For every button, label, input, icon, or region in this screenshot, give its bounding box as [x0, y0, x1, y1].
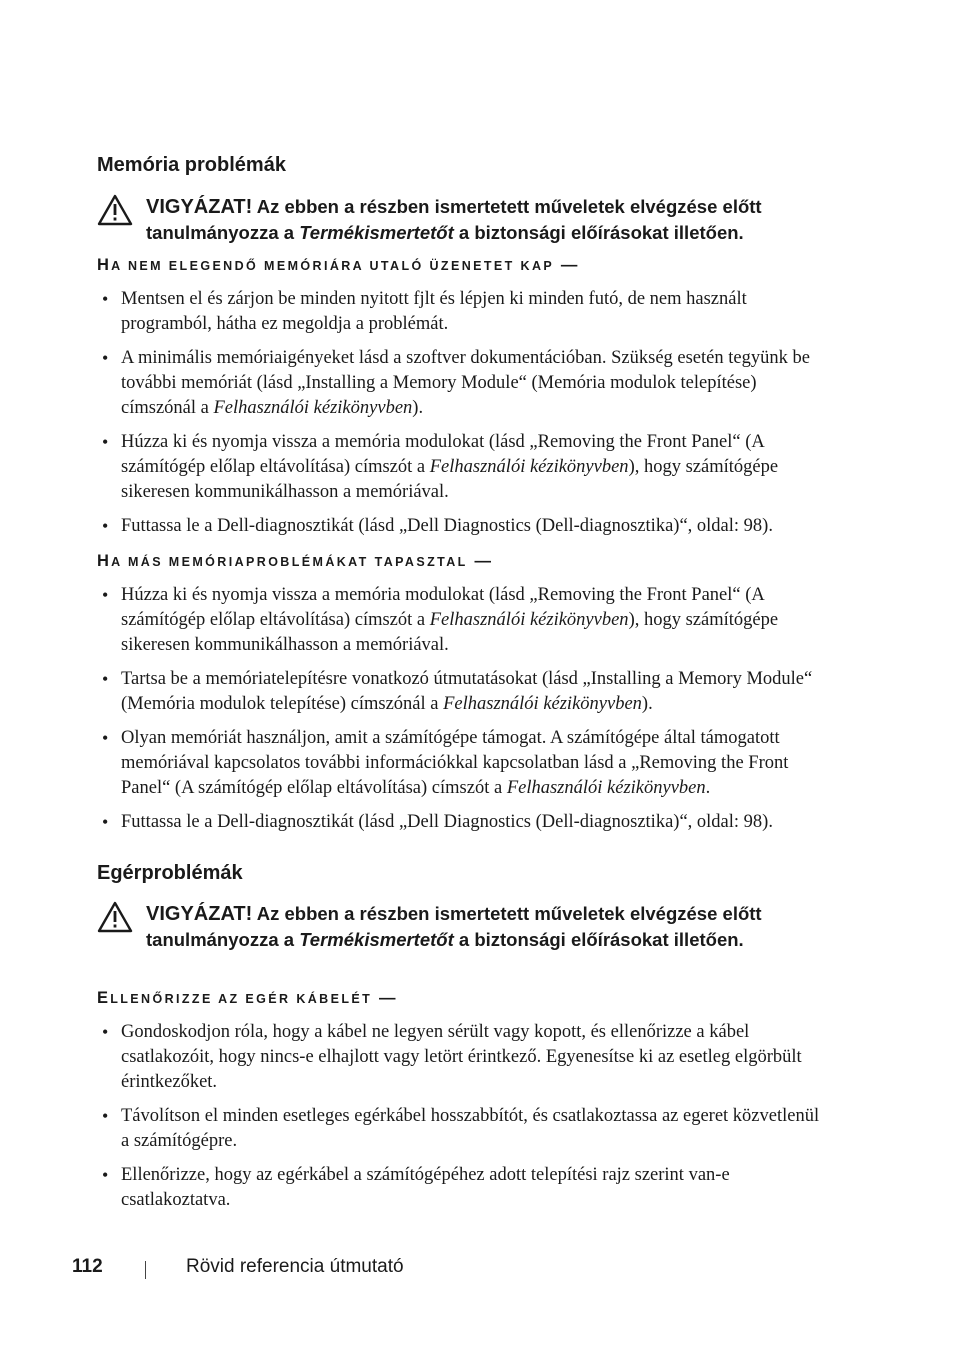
bullet-list-other-memory-problems: [97, 583, 827, 844]
caution-text-end: a biztonsági előírásokat illetően.: [453, 222, 744, 243]
list-item: • Gondoskodjon róla, hogy a kábel ne legyen sérült vagy kopott, és ellenőrizze a kábel csatlakozóit, hogy nincs-e elhajlott vagy letört érintkező. Egyenesítse ki az esetleg elgörbült érintkezőket.: [97, 1020, 827, 1095]
caution-label: VIGYÁZAT!: [146, 196, 253, 218]
caution-label: VIGYÁZAT!: [146, 903, 253, 925]
caution-memory: [97, 194, 827, 245]
list-item: • Mentsen el és zárjon be minden nyitott fjlt és lépjen ki minden futó, de nem használt programból, hátha ez megoldja a problémát.: [97, 287, 827, 337]
bullet-list-not-enough-memory: [97, 287, 827, 548]
warning-triangle-icon: [97, 901, 133, 933]
subheading-other-memory-problems: HA MÁS MEMÓRIAPROBLÉMÁKAT TAPASZTAL —: [97, 552, 494, 570]
list-item: • Futtassa le a Dell-diagnosztikát (lásd „Dell Diagnostics (Dell-diagnosztika)“, oldal: 98).: [97, 514, 827, 539]
caution-italic: Termékismertetőt: [299, 929, 454, 950]
list-item: • Olyan memóriát használjon, amit a számítógépe támogat. A számítógépe által támogatott memóriával kapcsolatos további információkkal kapcsolatban lásd a „Removing the Front Panel“ (A számítógép előlap eltávolítása) címszót a Felhasználói kézikönyvben.: [97, 726, 827, 801]
caution-mouse: [97, 901, 797, 952]
caution-text: Az ebben a részben ismertetett műveletek elvégzése előtt tanulmányozza a: [146, 196, 762, 243]
warning-triangle-icon: [97, 194, 133, 226]
section-title-memory: Memória problémák: [97, 154, 286, 176]
list-item: • Húzza ki és nyomja vissza a memória modulokat (lásd „Removing the Front Panel“ (A számítógép előlap eltávolítása) címszót a Felhasználói kézikönyvben), hogy számítógépe sikeresen kommunikálhasson a memóriával.: [97, 430, 827, 505]
list-item: • A minimális memóriaigényeket lásd a szoftver dokumentációban. Szükség esetén tegyünk be további memóriát (lásd „Installing a Memory Module“ (Memória modulok telepítése) címszónál a Felhasználói kézikönyvben).: [97, 346, 827, 421]
list-item: • Ellenőrizze, hogy az egérkábel a számítógépéhez adott telepítési rajz szerint van-e csatlakoztatva.: [97, 1163, 827, 1213]
list-item: • Tartsa be a memóriatelepítésre vonatkozó útmutatásokat (lásd „Installing a Memory Module“ (Memória modulok telepítése) címszónál a Felhasználói kézikönyvben).: [97, 667, 827, 717]
footer-divider: [145, 1261, 146, 1279]
caution-text: Az ebben a részben ismertetett műveletek elvégzése előtt tanulmányozza a: [146, 903, 762, 950]
page-number: 112: [72, 1256, 103, 1277]
caution-text-end: a biztonsági előírásokat illetően.: [453, 929, 744, 950]
footer-title: Rövid referencia útmutató: [186, 1256, 404, 1277]
caution-italic: Termékismertetőt: [299, 222, 454, 243]
section-title-mouse: Egérproblémák: [97, 862, 243, 884]
bullet-list-check-mouse-cable: [97, 1020, 827, 1222]
list-item: • Futtassa le a Dell-diagnosztikát (lásd „Dell Diagnostics (Dell-diagnosztika)“, oldal: 98).: [97, 810, 827, 835]
subheading-check-mouse-cable: ELLENŐRIZZE AZ EGÉR KÁBELÉT —: [97, 989, 398, 1007]
list-item: • Húzza ki és nyomja vissza a memória modulokat (lásd „Removing the Front Panel“ (A számítógép előlap eltávolítása) címszót a Felhasználói kézikönyvben), hogy számítógépe sikeresen kommunikálhasson a memóriával.: [97, 583, 827, 658]
list-item: • Távolítson el minden esetleges egérkábel hosszabbítót, és csatlakoztassa az egeret közvetlenül a számítógépre.: [97, 1104, 827, 1154]
subheading-not-enough-memory: HA NEM ELEGENDŐ MEMÓRIÁRA UTALÓ ÜZENETET KAP —: [97, 256, 580, 274]
